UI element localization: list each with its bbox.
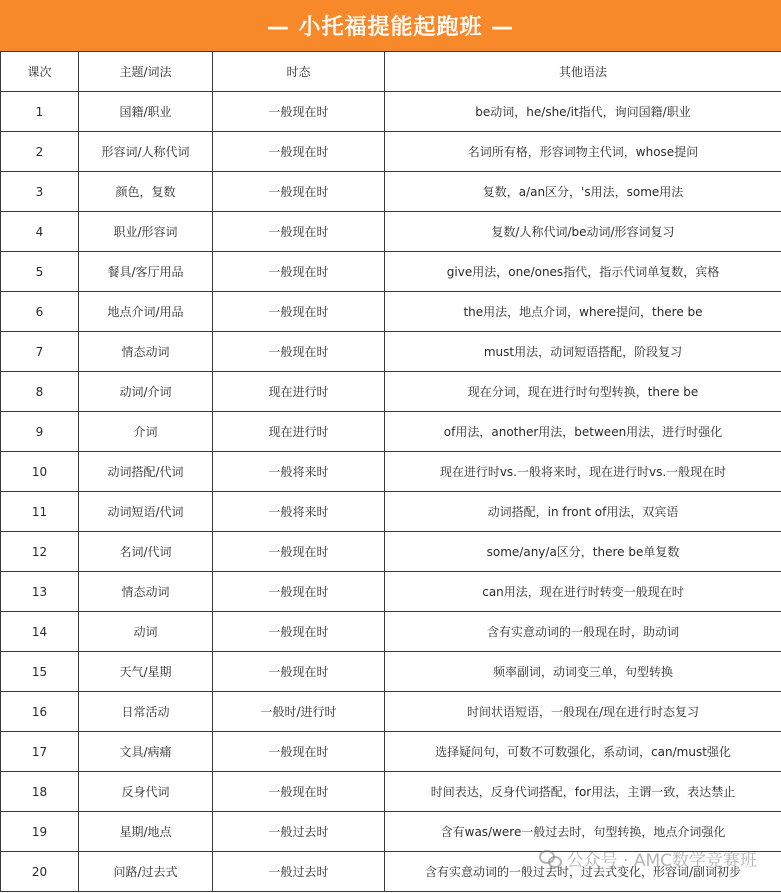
cell-lesson: 18 <box>1 772 79 812</box>
cell-lesson: 4 <box>1 212 79 252</box>
cell-grammar: must用法，动词短语搭配，阶段复习 <box>385 332 781 372</box>
cell-lesson: 14 <box>1 612 79 652</box>
cell-topic: 动词搭配/代词 <box>79 452 213 492</box>
cell-tense: 一般现在时 <box>213 132 385 172</box>
cell-grammar: give用法，one/ones指代，指示代词单复数，宾格 <box>385 252 781 292</box>
watermark-text: 公众号 · AMC数学竞赛班 <box>566 851 757 871</box>
table-row <box>1 172 781 212</box>
cell-lesson: 16 <box>1 692 79 732</box>
table-row <box>1 332 781 372</box>
cell-topic: 颜色，复数 <box>79 172 213 212</box>
cell-grammar: 现在进行时vs.一般将来时，现在进行时vs.一般现在时 <box>385 452 781 492</box>
course-table <box>0 51 781 892</box>
table-row <box>1 412 781 452</box>
cell-grammar: 含有实意动词的一般现在时，助动词 <box>385 612 781 652</box>
cell-lesson: 19 <box>1 812 79 852</box>
cell-topic: 文具/病痛 <box>79 732 213 772</box>
cell-tense: 一般过去时 <box>213 852 385 892</box>
cell-lesson: 2 <box>1 132 79 172</box>
table-row <box>1 652 781 692</box>
cell-lesson: 11 <box>1 492 79 532</box>
cell-tense: 一般现在时 <box>213 92 385 132</box>
table-row <box>1 532 781 572</box>
cell-lesson: 9 <box>1 412 79 452</box>
cell-grammar: 复数/人称代词/be动词/形容词复习 <box>385 212 781 252</box>
cell-lesson: 6 <box>1 292 79 332</box>
table-row <box>1 732 781 772</box>
table-row <box>1 372 781 412</box>
cell-grammar: 时间状语短语，一般现在/现在进行时态复习 <box>385 692 781 732</box>
cell-grammar: 时间表达，反身代词搭配，for用法，主谓一致，表达禁止 <box>385 772 781 812</box>
cell-tense: 一般现在时 <box>213 212 385 252</box>
cell-lesson: 8 <box>1 372 79 412</box>
cell-topic: 星期/地点 <box>79 812 213 852</box>
cell-lesson: 1 <box>1 92 79 132</box>
cell-topic: 动词短语/代词 <box>79 492 213 532</box>
cell-grammar: 现在分词，现在进行时句型转换，there be <box>385 372 781 412</box>
cell-tense: 一般现在时 <box>213 572 385 612</box>
cell-grammar: 选择疑问句，可数不可数强化，系动词，can/must强化 <box>385 732 781 772</box>
cell-lesson: 12 <box>1 532 79 572</box>
table-row <box>1 772 781 812</box>
cell-lesson: 7 <box>1 332 79 372</box>
cell-tense: 一般现在时 <box>213 252 385 292</box>
cell-tense: 一般现在时 <box>213 332 385 372</box>
cell-tense: 现在进行时 <box>213 412 385 452</box>
cell-lesson: 3 <box>1 172 79 212</box>
cell-grammar: 含有实意动词的一般过去时，过去式变化，形容词/副词初步 <box>385 852 781 892</box>
cell-tense: 一般现在时 <box>213 532 385 572</box>
cell-grammar: the用法，地点介词，where提问，there be <box>385 292 781 332</box>
cell-grammar: 频率副词，动词变三单，句型转换 <box>385 652 781 692</box>
cell-topic: 形容词/人称代词 <box>79 132 213 172</box>
cell-topic: 情态动词 <box>79 332 213 372</box>
cell-lesson: 5 <box>1 252 79 292</box>
cell-lesson: 10 <box>1 452 79 492</box>
cell-tense: 一般过去时 <box>213 812 385 852</box>
cell-topic: 名词/代词 <box>79 532 213 572</box>
cell-tense: 一般现在时 <box>213 652 385 692</box>
cell-topic: 反身代词 <box>79 772 213 812</box>
cell-tense: 一般时/进行时 <box>213 692 385 732</box>
table-body <box>1 92 781 892</box>
cell-grammar: 动词搭配，in front of用法，双宾语 <box>385 492 781 532</box>
cell-grammar: of用法，another用法，between用法，进行时强化 <box>385 412 781 452</box>
cell-topic: 国籍/职业 <box>79 92 213 132</box>
cell-tense: 一般现在时 <box>213 172 385 212</box>
cell-lesson: 17 <box>1 732 79 772</box>
cell-topic: 动词 <box>79 612 213 652</box>
table-row <box>1 492 781 532</box>
cell-grammar: some/any/a区分，there be单复数 <box>385 532 781 572</box>
table-row <box>1 132 781 172</box>
cell-topic: 地点介词/用品 <box>79 292 213 332</box>
cell-topic: 日常活动 <box>79 692 213 732</box>
page-title: — 小托福提能起跑班 — <box>0 0 781 51</box>
header-grammar: 其他语法 <box>385 52 781 92</box>
cell-lesson: 13 <box>1 572 79 612</box>
cell-topic: 情态动词 <box>79 572 213 612</box>
header-topic: 主题/词法 <box>79 52 213 92</box>
table-row <box>1 292 781 332</box>
table-row <box>1 612 781 652</box>
header-lesson: 课次 <box>1 52 79 92</box>
cell-topic: 职业/形容词 <box>79 212 213 252</box>
cell-grammar: 含有was/were一般过去时，句型转换，地点介词强化 <box>385 812 781 852</box>
cell-tense: 一般现在时 <box>213 612 385 652</box>
table-row <box>1 692 781 732</box>
table-row <box>1 212 781 252</box>
table-row <box>1 252 781 292</box>
cell-tense: 一般将来时 <box>213 452 385 492</box>
table-row <box>1 92 781 132</box>
cell-tense: 现在进行时 <box>213 372 385 412</box>
cell-tense: 一般现在时 <box>213 772 385 812</box>
cell-lesson: 20 <box>1 852 79 892</box>
cell-grammar: 名词所有格，形容词物主代词，whose提问 <box>385 132 781 172</box>
cell-topic: 餐具/客厅用品 <box>79 252 213 292</box>
cell-topic: 天气/星期 <box>79 652 213 692</box>
table-row <box>1 572 781 612</box>
cell-topic: 动词/介词 <box>79 372 213 412</box>
cell-topic: 介词 <box>79 412 213 452</box>
cell-tense: 一般现在时 <box>213 292 385 332</box>
header-tense: 时态 <box>213 52 385 92</box>
cell-tense: 一般将来时 <box>213 492 385 532</box>
table-row <box>1 452 781 492</box>
cell-lesson: 15 <box>1 652 79 692</box>
wechat-icon <box>539 850 561 868</box>
cell-grammar: be动词，he/she/it指代，询问国籍/职业 <box>385 92 781 132</box>
cell-topic: 问路/过去式 <box>79 852 213 892</box>
watermark <box>539 846 757 871</box>
table-header-row <box>1 52 781 92</box>
cell-grammar: can用法，现在进行时转变一般现在时 <box>385 572 781 612</box>
cell-tense: 一般现在时 <box>213 732 385 772</box>
cell-grammar: 复数，a/an区分，'s用法，some用法 <box>385 172 781 212</box>
